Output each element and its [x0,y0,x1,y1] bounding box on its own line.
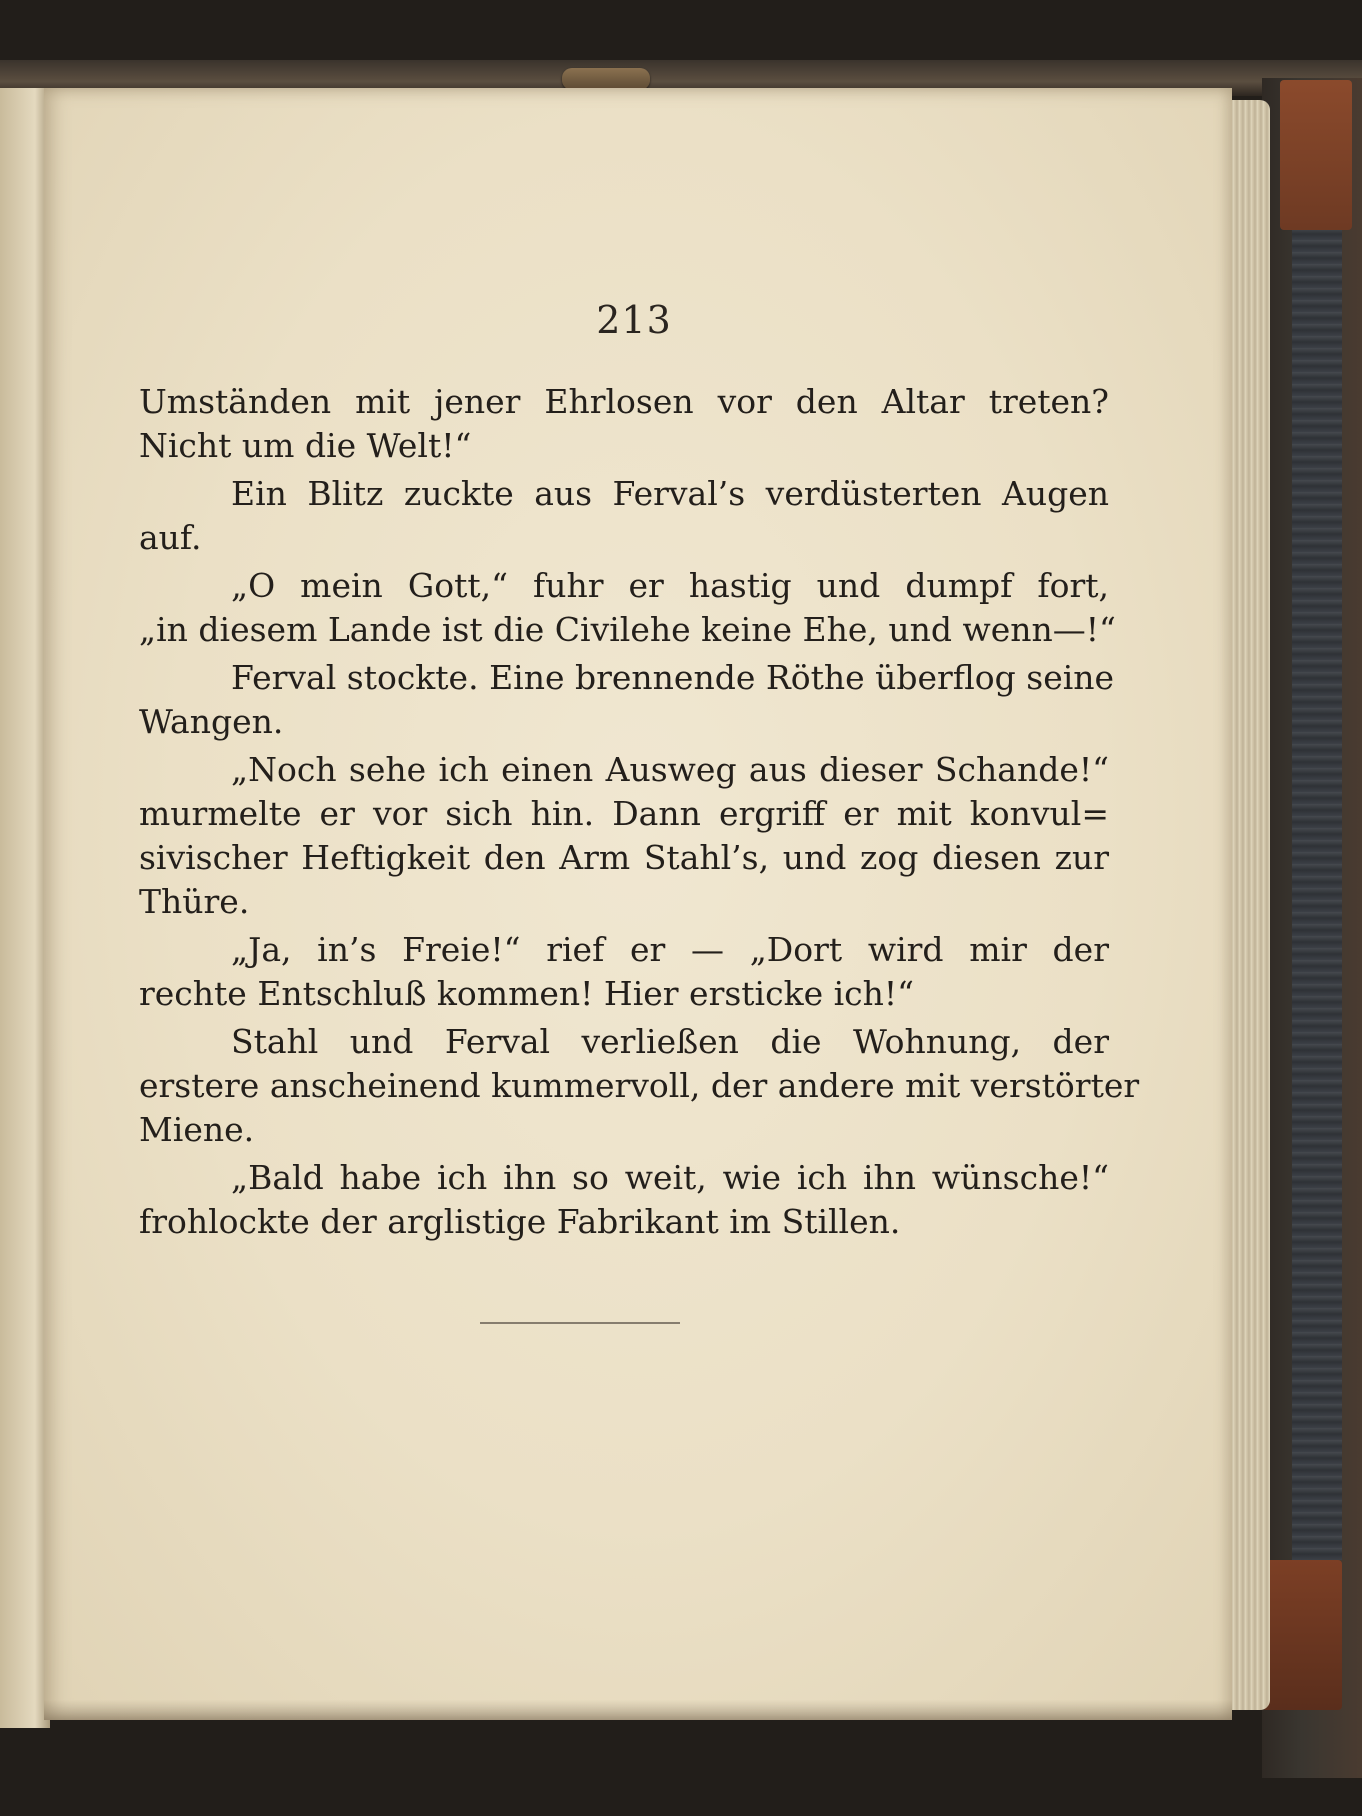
text-line: Ferval stockte. Eine brennende Röthe überflog seine [231,658,1115,697]
page-number: 213 [596,298,672,342]
leather-corner-bottom [1262,1560,1342,1710]
text-line: auf. [139,518,202,557]
text-line: Miene. [139,1110,255,1149]
text-line: murmelte er vor sich hin. Dann ergriff er mit konvul= [139,794,1109,833]
book-clasp [562,68,650,90]
text-line: rechte Entschluß kommen! Hier ersticke ich!“ [139,974,915,1013]
leather-corner-top [1280,80,1352,230]
text-line: „Ja, in’s Freie!“ rief er — „Dort wird mir der [231,930,1109,969]
text-line: Wangen. [139,702,284,741]
end-rule [480,1322,680,1324]
text-line: Nicht um die Welt!“ [139,426,472,465]
page-shadow [44,1700,1232,1720]
text-line: Stahl und Ferval verließen die Wohnung, der [231,1022,1109,1061]
left-page-edge [0,88,50,1728]
text-line: Umständen mit jener Ehrlosen vor den Altar treten? [139,382,1109,421]
text-line: Ein Blitz zuckte aus Ferval’s verdüsterten Augen [231,474,1109,513]
cloth-spine [1292,230,1342,1560]
text-line: „Bald habe ich ihn so weit, wie ich ihn wünsche!“ [231,1158,1109,1197]
book-page [44,88,1232,1720]
text-line: „in diesem Lande ist die Civilehe keine Ehe, und wenn—!“ [139,610,1116,649]
text-line: frohlockte der arglistige Fabrikant im Stillen. [139,1202,901,1241]
text-line: „Noch sehe ich einen Ausweg aus dieser Schande!“ [231,750,1109,789]
text-line: Thüre. [139,882,250,921]
text-line: sivischer Heftigkeit den Arm Stahl’s, und zog diesen zur [139,838,1109,877]
text-line: erstere anscheinend kummervoll, der andere mit verstörter [139,1066,1140,1105]
text-line: „O mein Gott,“ fuhr er hastig und dumpf fort, [231,566,1109,605]
